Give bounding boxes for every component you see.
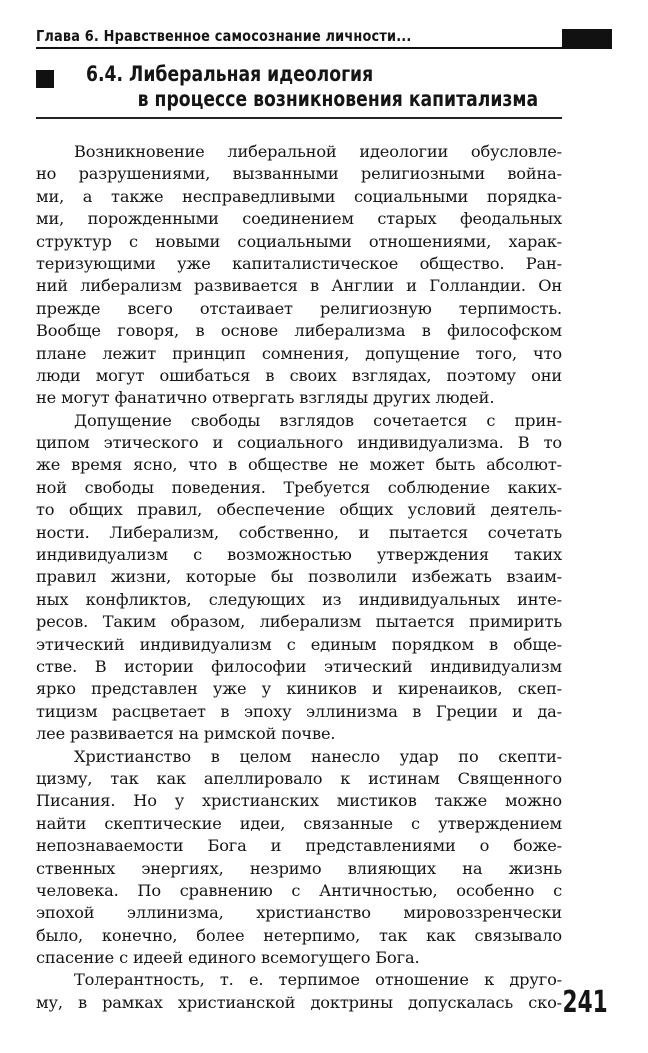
page-number: 241 <box>562 985 608 1020</box>
text-line: непознаваемости Бога и представлениями о боже- <box>36 836 562 856</box>
text-line: ности. Либерализм, собственно, и пытается сочетать <box>36 522 562 542</box>
text-line: ярко представлен уже у киников и киренаиков, скеп- <box>36 679 562 699</box>
text-line: тицизм расцветает в эпоху эллинизма в Греции и да- <box>36 701 562 721</box>
text-line: эпохой эллинизма, христианство мировоззренчески <box>36 903 562 923</box>
text-line: му, в рамках христианской доктрины допускалась ско- <box>36 992 562 1012</box>
section-title-line2: в процессе возникновения капитализма <box>137 87 539 111</box>
text-line: Писания. Но у христианских мистиков также можно <box>36 791 562 811</box>
text-line: плане лежит принцип сомнения, допущение того, что <box>36 343 562 363</box>
text-line: найти скептические идеи, связанные с утверждением <box>36 813 562 833</box>
text-line: ной свободы поведения. Требуется соблюдение каких- <box>36 477 562 497</box>
text-line: но разрушениями, вызванными религиозными война- <box>36 164 562 184</box>
section-number: 6.4. <box>86 62 124 86</box>
text-line: не могут фанатично отвергать взгляды других людей. <box>36 388 495 408</box>
text-line: этический индивидуализм с единым порядком в обще- <box>36 634 562 654</box>
text-line: лее развивается на римской почве. <box>36 724 336 744</box>
running-head <box>36 26 612 50</box>
text-line: ний либерализм развивается в Англии и Голландии. Он <box>36 276 562 296</box>
text-line: Вообще говоря, в основе либерализма в философском <box>36 321 562 341</box>
text-line: прежде всего отстаивает религиозную терпимость. <box>36 298 562 318</box>
text-line: Допущение свободы взглядов сочетается с прин- <box>74 410 562 430</box>
text-line: цизму, так как апеллировало к истинам Священного <box>36 768 562 788</box>
header-rule <box>36 47 612 49</box>
text-line: люди могут ошибаться в своих взглядах, поэтому они <box>36 365 562 385</box>
text-line: теризующими уже капиталистическое общество. Ран- <box>36 253 562 273</box>
text-line: было, конечно, более нетерпимо, так как связывало <box>36 925 562 945</box>
text-line: Толерантность, т. е. терпимое отношение к друго- <box>74 970 562 990</box>
text-line: ных конфликтов, следующих из индивидуальных инте- <box>36 589 562 609</box>
section-heading <box>36 62 562 132</box>
text-line: ципом этического и социального индивидуализма. В то <box>36 433 562 453</box>
chapter-marker-bar <box>562 29 612 48</box>
section-title <box>86 62 538 112</box>
text-line: правил жизни, которые бы позволили избежать взаим- <box>36 567 562 587</box>
text-line: ственных энергиях, незримо влияющих на жизнь <box>36 858 562 878</box>
text-line: ми, а также несправедливыми социальными порядка- <box>36 186 562 206</box>
text-line: то общих правил, обеспечение общих условий деятель- <box>36 500 562 520</box>
text-line: Христианство в целом нанесло удар по скепти- <box>74 746 562 766</box>
text-line: ресов. Таким образом, либерализм пытается примирить <box>36 612 562 632</box>
body-text <box>36 141 562 1014</box>
text-line: спасение с идеей единого всемогущего Бога. <box>36 948 420 968</box>
chapter-title: Глава 6. Нравственное самосознание личности... <box>36 27 412 45</box>
text-line: структур с новыми социальными отношениями, харак- <box>36 231 562 251</box>
text-line: ми, порожденными соединением старых феодальных <box>36 209 562 229</box>
text-line: Возникновение либеральной идеологии обусловле- <box>74 142 562 161</box>
text-line: же время ясно, что в обществе не может быть абсолют- <box>36 455 562 475</box>
section-marker-square <box>36 70 54 88</box>
text-line: индивидуализм с возможностью утверждения таких <box>36 545 562 565</box>
text-line: человека. По сравнению с Античностью, особенно с <box>36 880 562 900</box>
text-line: стве. В истории философии этический индивидуализм <box>36 656 562 676</box>
section-rule <box>36 117 562 119</box>
section-title-line1: Либеральная идеология <box>129 62 374 86</box>
